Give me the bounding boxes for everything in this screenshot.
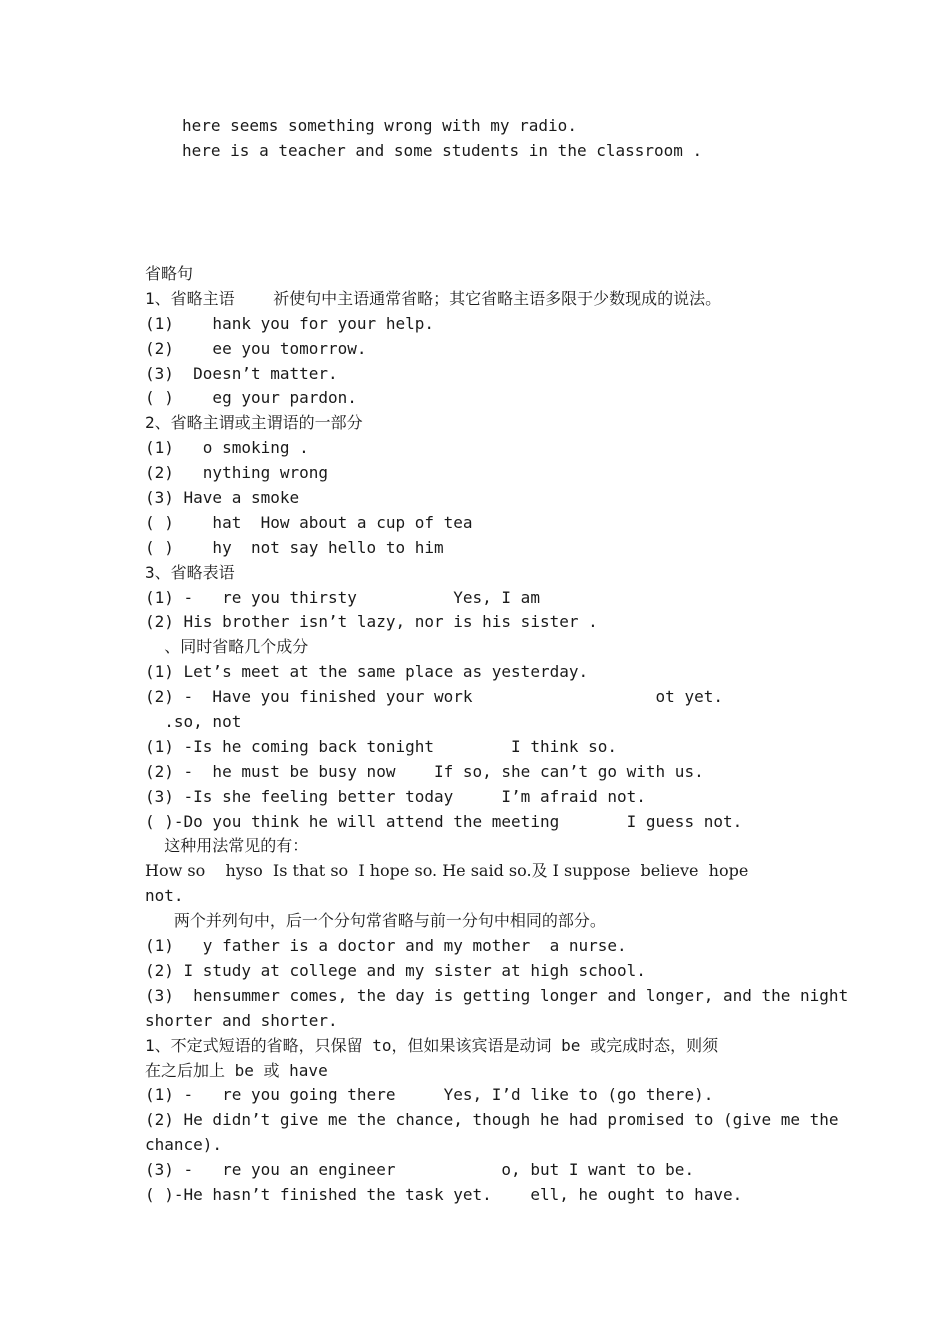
section-title: 省略句 [145, 264, 194, 283]
text-line: (2) He didn’t give me the chance, though he had promised to (give me the [145, 1110, 839, 1130]
example-sentences-top [182, 114, 882, 164]
text-line: How so hyso Is that so I hope so. He said so.及 I suppose believe hope [145, 861, 749, 881]
text-line: (3) -Is she feeling better today I’m afraid not. [145, 786, 646, 806]
ellipsis-section [145, 262, 849, 1208]
heading-omit-subject: 1、省略主语 祈使句中主语通常省略；其它省略主语多限于少数现成的说法。 [145, 288, 722, 308]
text-line-top-1: here seems something wrong with my radio. [182, 116, 577, 135]
text-line: ( )-He hasn’t finished the task yet. ell, he ought to have. [145, 1184, 743, 1204]
text-line: (1) - re you going there Yes, I’d like to (go there). [145, 1085, 714, 1105]
text-line: (2) nything wrong [145, 463, 329, 483]
text-line: (1) -Is he coming back tonight I think so. [145, 736, 618, 756]
text-line: ( ) hy not say hello to him [145, 537, 444, 557]
text-line: (3) hensummer comes, the day is getting longer and longer, and the night [145, 985, 849, 1005]
heading-omit-several: 、同时省略几个成分 [145, 637, 309, 657]
text-line: ( ) eg your pardon. [145, 388, 357, 408]
text-line: (3) - re you an engineer o, but I want to be. [145, 1160, 695, 1180]
text-line: (2) His brother isn’t lazy, nor is his sister . [145, 612, 598, 632]
text-line: 这种用法常见的有： [145, 836, 309, 856]
text-line: (2) - Have you finished your work ot yet. [145, 687, 723, 707]
text-line: (1) o smoking . [145, 438, 309, 458]
text-line: (2) I study at college and my sister at high school. [145, 960, 646, 980]
text-line: (2) ee you tomorrow. [145, 338, 367, 358]
heading-so-not: .so, not [145, 712, 242, 732]
text-line: (3) Have a smoke [145, 488, 300, 508]
text-line: (1) Let’s meet at the same place as yesterday. [145, 662, 589, 682]
text-line: (1) - re you thirsty Yes, I am [145, 587, 540, 607]
text-line: not. [145, 886, 184, 906]
text-line: (1) hank you for your help. [145, 313, 434, 333]
text-line: (3) Doesn’t matter. [145, 363, 338, 383]
text-line: ( ) hat How about a cup of tea [145, 512, 473, 532]
text-line: shorter and shorter. [145, 1010, 338, 1030]
text-line: chance). [145, 1135, 223, 1155]
text-line: (1) y father is a doctor and my mother a nurse. [145, 936, 627, 956]
heading-omit-predicative: 3、省略表语 [145, 562, 235, 582]
heading-infinitive-omission: 1、不定式短语的省略，只保留 to，但如果该宾语是动词 be 或完成时态，则须 [145, 1035, 719, 1055]
text-line: ( )-Do you think he will attend the meeting I guess not. [145, 811, 743, 831]
text-line: (2) - he must be busy now If so, she can’t go with us. [145, 761, 704, 781]
text-line: 在之后加上 be 或 have [145, 1060, 328, 1080]
text-line-top-2: here is a teacher and some students in the classroom . [182, 140, 703, 160]
heading-omit-subject-predicate: 2、省略主谓或主谓语的一部分 [145, 413, 363, 433]
text-line: 两个并列句中，后一个分句常省略与前一分句中相同的部分。 [145, 911, 606, 931]
